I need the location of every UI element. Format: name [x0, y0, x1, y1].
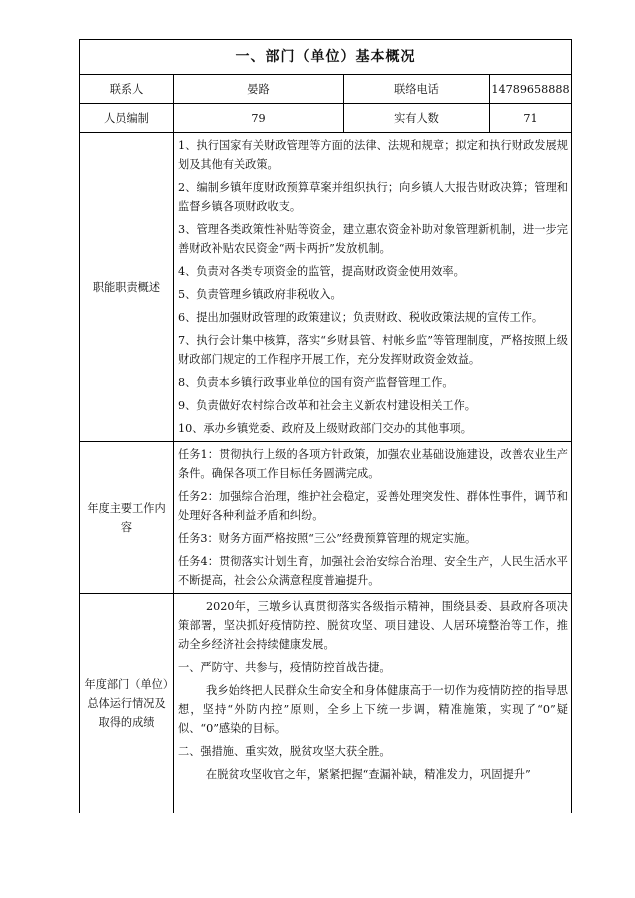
overall-row: [80, 594, 572, 814]
overall-paragraph: 2020年，三墩乡认真贯彻落实各级指示精神，围绕县委、县政府各项决策部署，坚决抓好疫情防控、脱贫攻坚、项目建设、人居环境整治等工作，推动全乡经济社会持续健康发展。: [178, 600, 568, 651]
overall-paragraph: 我乡始终把人民群众生命安全和身体健康高于一切作为疫情防控的指导思想，坚持“外防内控”原则，全乡上下统一步调，精准施策，实现了“0”疑似、“0”感染的目标。: [178, 684, 568, 735]
overall-heading: 二、强措施、重实效，脱贫攻坚大获全胜。: [178, 745, 391, 758]
duty-item: 5、负责管理乡镇政府非税收入。: [178, 288, 342, 301]
staff-actual-label: 实有人数: [344, 104, 490, 133]
basic-info-table: [79, 39, 572, 813]
task-item: 任务1：贯彻执行上级的各项方针政策，加强农业基础设施建设，改善农业生产条件。确保各项工作目标任务圆满完成。: [178, 448, 568, 480]
staff-row: [80, 104, 572, 133]
staff-quota-value: 79: [174, 104, 344, 133]
task-item: 任务4：贯彻落实计划生育，加强社会治安综合治理、安全生产，人民生活水平不断提高，社会公众满意程度普遍提升。: [178, 555, 568, 587]
duty-item: 3、管理各类政策性补贴等资金，建立惠农资金补助对象管理新机制，进一步完善财政补贴农民资金“两卡两折”发放机制。: [178, 223, 568, 255]
table-title: 一、部门（单位）基本概况: [80, 40, 572, 75]
duty-item: 6、提出加强财政管理的政策建议；负责财政、税收政策法规的宣传工作。: [178, 311, 544, 324]
staff-actual-value: 71: [490, 104, 572, 133]
staff-quota-label: 人员编制: [80, 104, 174, 133]
duties-label: 职能职责概述: [80, 133, 174, 442]
duty-item: 8、负责本乡镇行政事业单位的国有资产监督管理工作。: [178, 376, 454, 389]
overall-content: [174, 594, 572, 814]
task-item: 任务2：加强综合治理，维护社会稳定，妥善处理突发性、群体性事件，调节和处理好各种利益矛盾和纠纷。: [178, 490, 568, 522]
duty-item: 7、执行会计集中核算，落实“乡财县管、村帐乡监”等管理制度，严格按照上级财政部门规定的工作程序开展工作，充分发挥财政资金效益。: [178, 334, 568, 366]
tasks-content: [174, 442, 572, 594]
duties-row: [80, 133, 572, 442]
document-page: [79, 39, 571, 813]
phone-label: 联络电话: [344, 75, 490, 104]
tasks-row: [80, 442, 572, 594]
tasks-label: 年度主要工作内容: [80, 442, 174, 594]
duty-item: 2、编制乡镇年度财政预算草案并组织执行；向乡镇人大报告财政决算；管理和监督乡镇各项财政收支。: [178, 181, 568, 213]
overall-paragraph: 在脱贫攻坚收官之年，紧紧把握“查漏补缺，精准发力，巩固提升”: [206, 768, 531, 781]
duty-item: 4、负责对各类专项资金的监管，提高财政资金使用效率。: [178, 265, 465, 278]
overall-label: 年度部门（单位）总体运行情况及取得的成绩: [80, 594, 174, 814]
overall-heading: 一、严防守、共参与，疫情防控首战告捷。: [178, 661, 391, 674]
contact-row: [80, 75, 572, 104]
duty-item: 10、承办乡镇党委、政府及上级财政部门交办的其他事项。: [178, 422, 472, 435]
task-item: 任务3：财务方面严格按照“三公”经费预算管理的规定实施。: [178, 532, 477, 545]
contact-name: 晏路: [174, 75, 344, 104]
phone-value: 14789658888: [490, 75, 572, 104]
title-row: [80, 40, 572, 75]
duty-item: 1、执行国家有关财政管理等方面的法律、法规和规章；拟定和执行财政发展规划及其他有关政策。: [178, 139, 568, 171]
duties-content: [174, 133, 572, 442]
contact-label: 联系人: [80, 75, 174, 104]
duty-item: 9、负责做好农村综合改革和社会主义新农村建设相关工作。: [178, 399, 476, 412]
